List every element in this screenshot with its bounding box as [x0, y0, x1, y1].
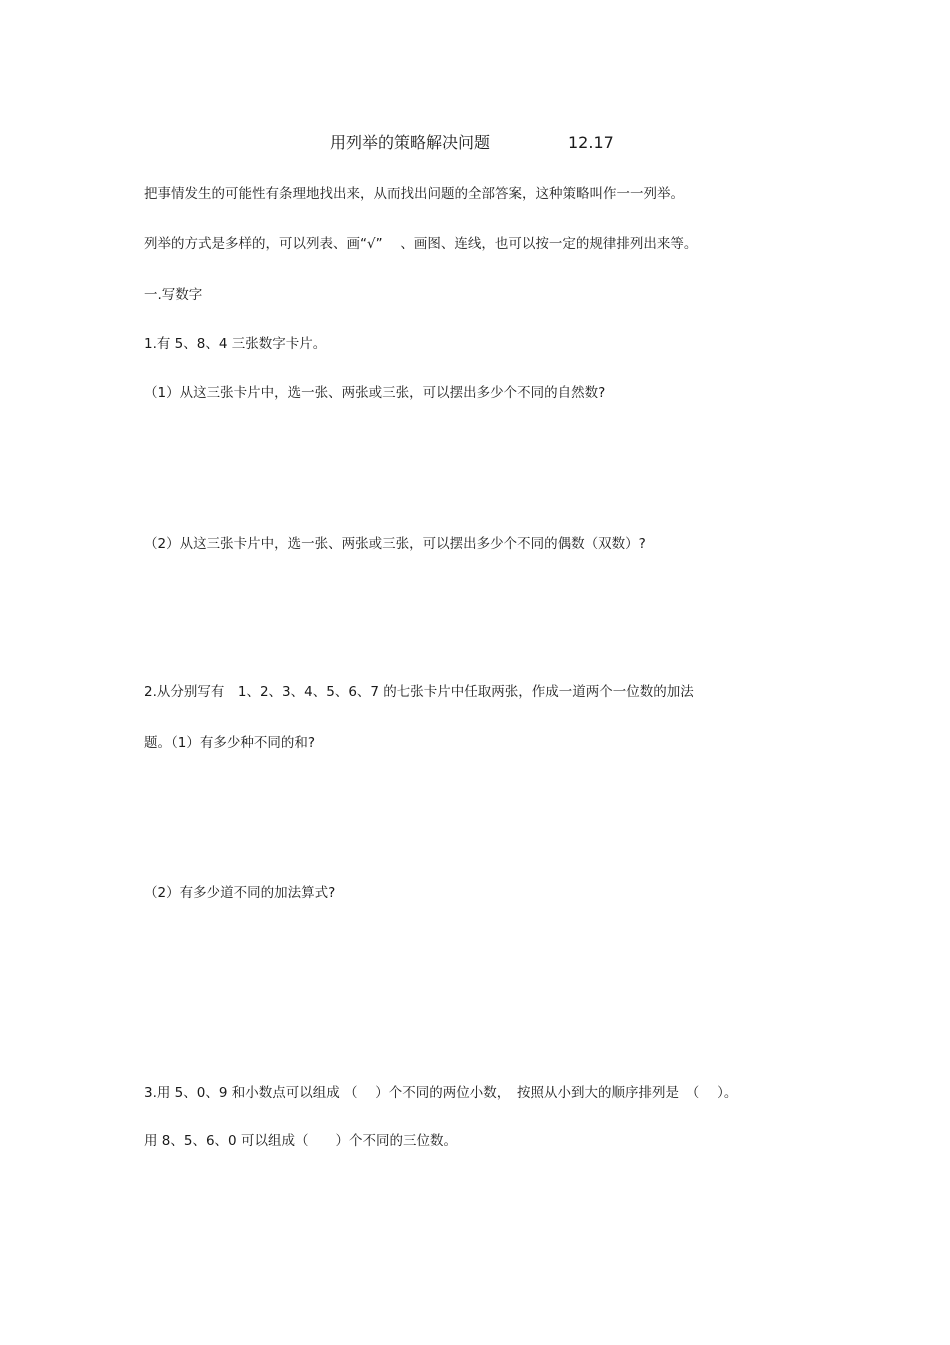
- section-heading: 一.写数字: [144, 287, 203, 303]
- question-1-stem: 1.有 5、8、4 三张数字卡片。: [144, 336, 327, 352]
- question-2-stem-line-1: 2.从分别写有 1、2、3、4、5、6、7 的七张卡片中任取两张，作成一道两个一位数的加法: [144, 684, 694, 700]
- intro-methods: 列举的方式是多样的，可以列表、画“√” 、画图、连线，也可以按一定的规律排列出来等。: [144, 236, 698, 252]
- page-date: 12.17: [568, 133, 614, 152]
- question-2-part-2: （2）有多少道不同的加法算式?: [144, 885, 336, 901]
- question-1-part-1: （1）从这三张卡片中，选一张、两张或三张，可以摆出多少个不同的自然数?: [144, 385, 606, 401]
- question-3-line-2: 用 8、5、6、0 可以组成（ ）个不同的三位数。: [144, 1133, 457, 1149]
- intro-definition: 把事情发生的可能性有条理地找出来，从而找出问题的全部答案，这种策略叫作一一列举。: [144, 186, 684, 202]
- question-1-part-2: （2）从这三张卡片中，选一张、两张或三张，可以摆出多少个不同的偶数（双数）?: [144, 536, 646, 552]
- question-3-line-1: 3.用 5、0、9 和小数点可以组成 （ ）个不同的两位小数， 按照从小到大的顺序排列是 （ ）。: [144, 1085, 738, 1101]
- question-2-stem-line-2: 题。（1）有多少种不同的和?: [144, 735, 316, 751]
- page-title: 用列举的策略解决问题: [330, 133, 491, 152]
